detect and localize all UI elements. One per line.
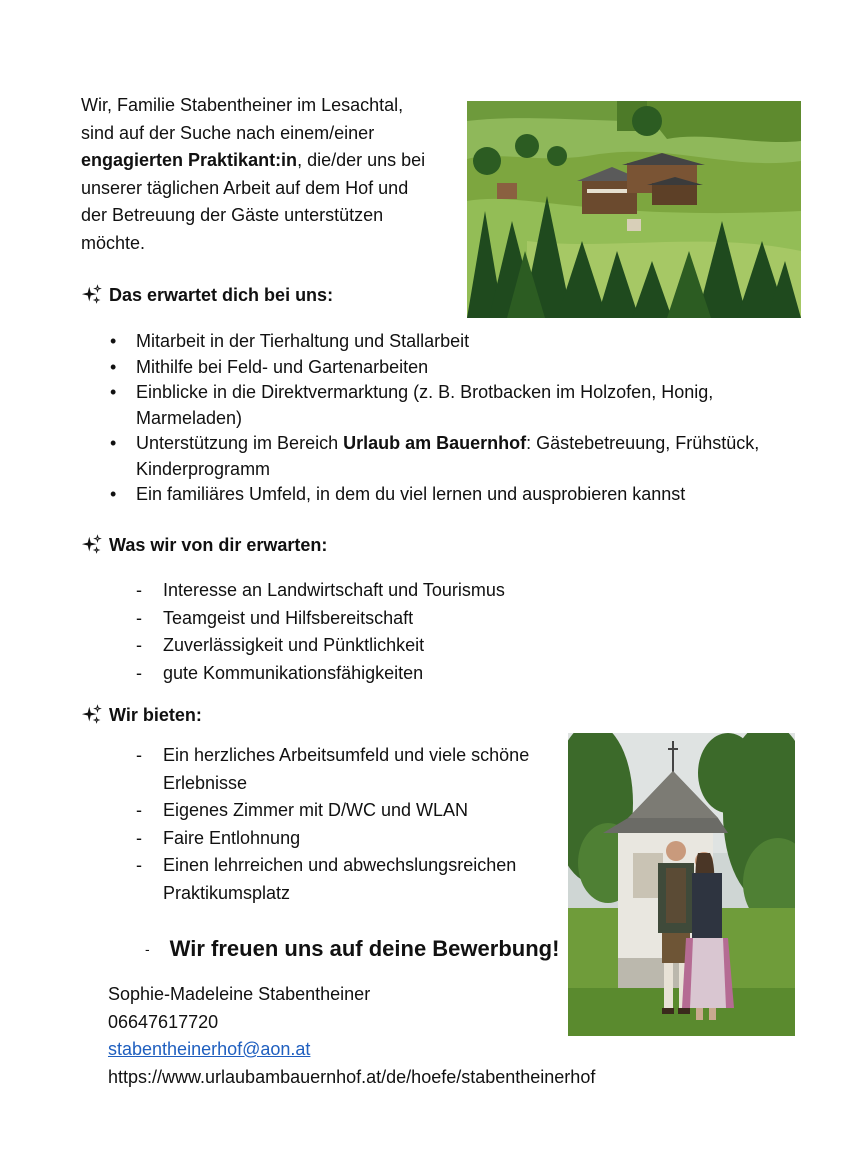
farm-landscape-photo [467, 101, 801, 318]
sparkles-icon [81, 704, 103, 726]
list-item [108, 380, 788, 431]
intro-line [81, 147, 456, 175]
contact-website: https://www.urlaubambauernhof.at/de/hoefe/stabentheinerhof [108, 1066, 596, 1087]
list-item-text: : Gästebetreuung, Frühstück, Kinderprogramm [136, 433, 760, 479]
section-heading-requirements [81, 534, 327, 556]
contact-name: Sophie-Madeleine Stabentheiner [108, 984, 371, 1004]
list-item: - Teamgeist und Hilfsbereitschaft [140, 605, 560, 633]
list-item [108, 355, 788, 381]
list-item [108, 431, 788, 482]
list-item-text: Mithilfe bei Feld- und Gartenarbeiten [136, 356, 429, 377]
intro-line-rest: , die/der uns bei [297, 150, 426, 170]
list-item: - Faire Entlohnung [140, 825, 540, 853]
list-item: - Interesse an Landwirtschaft und Tourismus [140, 577, 560, 605]
list-item-text: Einblicke in die Direktvermarktung (z. B. Brotbacken im Holzofen, Honig, Marmeladen) [136, 382, 714, 428]
list-item: - Eigenes Zimmer mit D/WC und WLAN [140, 797, 540, 825]
list-item: - Einen lehrreichen und abwechslungsreichen Praktikumsplatz [140, 852, 540, 907]
intro-line: unserer täglichen Arbeit auf dem Hof und [81, 177, 409, 198]
list-item-text: Ein familiäres Umfeld, in dem du viel lernen und ausprobieren kannst [136, 484, 686, 504]
contact-email-link[interactable]: stabentheinerhof@aon.at [108, 1039, 311, 1059]
list-item: - Zuverlässigkeit und Pünktlichkeit [140, 632, 560, 660]
contact-phone: 06647617720 [108, 1011, 219, 1032]
list-item-bold: Urlaub am Bauernhof [343, 433, 527, 453]
sparkles-icon [81, 534, 103, 556]
section-heading-text: Das erwartet dich bei uns: [109, 284, 334, 305]
offer-list [140, 742, 540, 907]
section-heading-text: Wir bieten: [109, 704, 202, 725]
section-heading-text: Was wir von dir erwarten: [109, 534, 328, 555]
list-item-text: Unterstützung im Bereich [136, 433, 344, 453]
couple-shrine-photo [568, 733, 795, 1036]
list-item: - Ein herzliches Arbeitsumfeld und viele schöne Erlebnisse [140, 742, 540, 797]
list-item: - gute Kommunikationsfähigkeiten [140, 660, 560, 688]
section-heading-offer [81, 704, 202, 726]
apply-text: Wir freuen uns auf deine Bewerbung! [169, 936, 560, 961]
intro-bold: engagierten Praktikant:in [81, 150, 298, 170]
intro-line: der Betreuung der Gäste unterstützen [81, 205, 384, 225]
sparkles-icon [81, 284, 103, 306]
list-item [108, 329, 788, 355]
intro-paragraph [81, 92, 456, 257]
intro-line: möchte. [81, 232, 146, 253]
intro-line: sind auf der Suche nach einem/einer [81, 122, 375, 143]
intro-line: Wir, Familie Stabentheiner im Lesachtal, [81, 95, 404, 115]
list-item [108, 482, 788, 508]
list-item-text: Mitarbeit in der Tierhaltung und Stallarbeit [136, 331, 470, 351]
requirements-list [140, 577, 560, 687]
apply-dash: - [145, 941, 150, 957]
contact-block [108, 981, 595, 1091]
expect-list [108, 329, 788, 508]
section-heading-expect [81, 284, 333, 306]
apply-callout [145, 936, 559, 962]
